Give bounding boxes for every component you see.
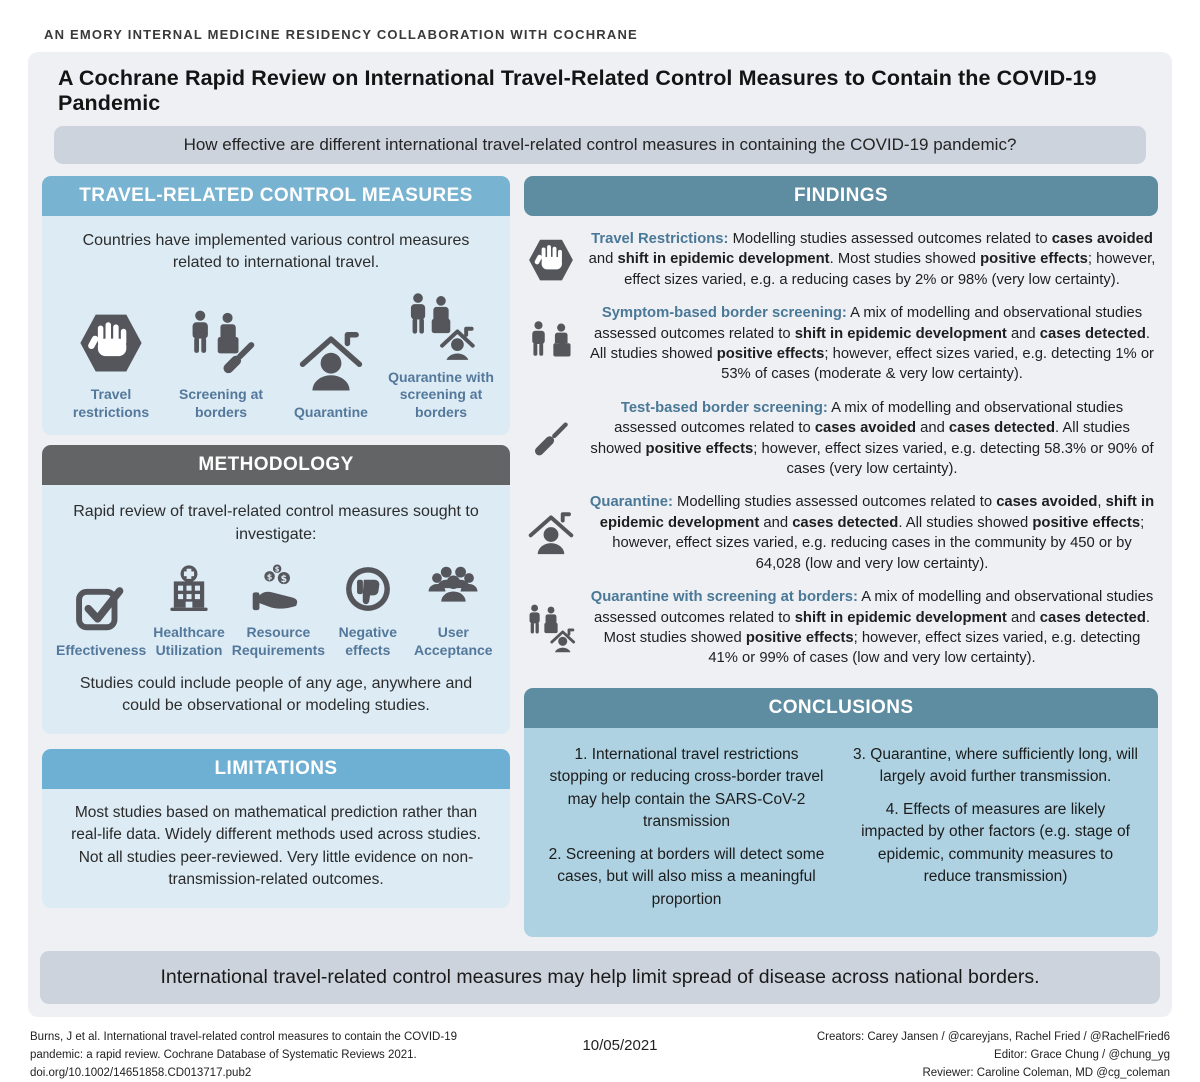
conclusion-item: 2. Screening at borders will detect some cases, but will also miss a meaningful proportion	[548, 845, 825, 908]
methodology-item	[325, 562, 410, 659]
stop-hand-icon	[76, 308, 146, 378]
control-measures-intro: Countries have implemented various control measures related to international travel.	[82, 232, 470, 272]
control-measures-header: TRAVEL-RELATED CONTROL MEASURES	[42, 176, 510, 216]
methodology-item	[232, 562, 325, 659]
finding-text: Quarantine with screening at borders: A mix of modelling and observational studies assessed outcomes related to shift in epidemic development and cases detected. Most studies showed positive effects; however, effect sizes varied, e.g. detecting 41% or 99% of cases (low and very low certainty).	[590, 589, 1154, 667]
icon-label: User Acceptance	[413, 624, 493, 658]
icon-label: Negative effects	[338, 624, 397, 658]
svg-text:$: $	[281, 573, 288, 585]
findings-list	[524, 216, 1158, 684]
limitations-section	[42, 749, 510, 908]
stop-hand-icon	[526, 234, 576, 286]
conclusion-item: 4. Effects of measures are likely impacted by other factors (e.g. stage of epidemic, community measures to reduce transmission)	[861, 800, 1130, 886]
resources-icon	[251, 562, 305, 616]
content-columns	[40, 176, 1160, 937]
methodology-body	[42, 485, 510, 734]
control-measures-icon-row	[52, 281, 500, 422]
control-measure-item	[386, 291, 496, 422]
finding-item	[526, 229, 1156, 290]
icon-label: Effectiveness	[56, 641, 147, 658]
quarantine-icon	[296, 326, 366, 396]
methodology-item	[411, 562, 496, 659]
icon-label: Screening at borders	[178, 386, 264, 420]
checkbox-icon	[74, 580, 128, 634]
credit-line: Reviewer: Caroline Coleman, MD @cg_coleman	[922, 1066, 1170, 1079]
methodology-note: Studies could include people of any age, anywhere and could be observational or modeling studies.	[79, 675, 473, 715]
finding-item	[526, 492, 1156, 574]
finding-item	[526, 303, 1156, 385]
icon-label: Quarantine with screening at borders	[388, 368, 494, 420]
control-measures-body	[42, 216, 510, 435]
quarantine-screening-icon	[406, 291, 476, 361]
icon-label: Quarantine	[294, 403, 368, 420]
quarantine-icon	[526, 507, 576, 559]
quarantine-screening-icon	[526, 602, 576, 654]
findings-section	[524, 176, 1158, 684]
conclusions-header: CONCLUSIONS	[524, 688, 1158, 728]
finding-item	[526, 398, 1156, 480]
icon-label: Travel restrictions	[72, 386, 150, 420]
finding-label: Quarantine with screening at borders:	[590, 589, 858, 606]
control-measures-section	[42, 176, 510, 435]
border-screening-icon	[186, 308, 256, 378]
conclusions-column-left	[544, 738, 829, 921]
finding-label: Quarantine:	[589, 494, 673, 511]
methodology-section	[42, 445, 510, 734]
conclusions-column-right	[853, 738, 1138, 921]
collaboration-line: AN EMORY INTERNAL MEDICINE RESIDENCY COLLABORATION WITH COCHRANE	[44, 27, 638, 42]
main-panel	[28, 52, 1172, 1017]
control-measure-item	[276, 326, 386, 422]
finding-text: Symptom-based border screening: A mix of modelling and observational studies assessed outcomes related to shift in epidemic development and cases detected. All studies showed positive effects; however, effect sizes varied, e.g. detecting 1% or 53% of cases (moderate & very low certainty).	[590, 305, 1154, 383]
finding-text: Quarantine: Modelling studies assessed outcomes related to cases avoided, shift in epidemic development and cases detected. All studies showed positive effects; however, effect sizes varied, e.g. reducing cases in the community by 450 or by 64,028 (low and very low certainty).	[589, 494, 1155, 572]
methodology-item	[56, 580, 146, 660]
thumbs-down-icon	[341, 562, 395, 616]
border-people-icon	[526, 318, 576, 370]
finding-text: Test-based border screening: A mix of modelling and observational studies assessed outcomes related to cases avoided and cases detected. All studies showed positive effects; however, effect sizes varied, e.g. detecting 58.3% or 90% of cases (very low certainty).	[590, 399, 1154, 478]
key-message-banner: International travel-related control measures may help limit spread of disease across national borders.	[40, 951, 1160, 1004]
icon-label: Resource Requirements	[231, 624, 326, 658]
methodology-header: METHODOLOGY	[42, 445, 510, 485]
publication-date: 10/05/2021	[582, 1037, 658, 1054]
finding-label: Symptom-based border screening:	[601, 305, 847, 322]
icon-label: Healthcare Utilization	[153, 624, 225, 658]
methodology-icon-row	[52, 552, 500, 659]
methodology-intro: Rapid review of travel-related control measures sought to investigate:	[73, 503, 479, 543]
finding-item	[526, 587, 1156, 669]
research-question: How effective are different international travel-related control measures in containing the COVID-19 pandemic?	[54, 126, 1146, 164]
control-measure-item	[166, 308, 276, 421]
svg-text:$: $	[275, 565, 280, 574]
page-title: A Cochrane Rapid Review on International Travel-Related Control Measures to Contain the COVID-19 Pandemic	[58, 66, 1097, 115]
conclusion-item: 1. International travel restrictions stopping or reducing cross-border travel may help contain the SARS-CoV-2 transmission	[549, 745, 824, 831]
control-measure-item	[56, 308, 166, 421]
user-group-icon	[426, 562, 480, 616]
finding-label: Test-based border screening:	[620, 399, 828, 416]
conclusion-item: 3. Quarantine, where sufficiently long, will largely avoid further transmission.	[853, 745, 1138, 786]
citation: Burns, J et al. International travel-related control measures to contain the COVID-19 pandemic: a rapid review. Cochrane Database of Systematic Reviews 2021. doi.org/10.1002/14651858.CD013717.pub2	[30, 1031, 457, 1079]
credit-line: Creators: Carey Jansen / @careyjans, Rachel Fried / @RachelFried6	[816, 1031, 1170, 1043]
limitations-header: LIMITATIONS	[42, 749, 510, 789]
right-column	[524, 176, 1158, 937]
finding-label: Travel Restrictions:	[591, 231, 729, 247]
hospital-icon	[162, 562, 216, 616]
conclusions-section	[524, 688, 1158, 937]
findings-header: FINDINGS	[524, 176, 1158, 216]
methodology-item	[146, 562, 231, 659]
finding-text: Travel Restrictions: Modelling studies assessed outcomes related to cases avoided and shift in epidemic development. Most studies showed positive effects; however, effect sizes varied, e.g. a reducing cases by 2% or 98% (very low certainty).	[588, 231, 1156, 288]
conclusions-body	[524, 728, 1158, 937]
swab-icon	[526, 413, 576, 465]
footer	[0, 1017, 1200, 1082]
left-column	[42, 176, 510, 937]
limitations-body: Most studies based on mathematical prediction rather than real-life data. Widely different methods used across studies. Not all studies peer-reviewed. Very little evidence on non-transmission-related outcomes.	[42, 789, 510, 908]
credits	[740, 1029, 1170, 1082]
svg-text:$: $	[267, 572, 273, 582]
credit-line: Editor: Grace Chung / @chung_yg	[994, 1048, 1170, 1061]
